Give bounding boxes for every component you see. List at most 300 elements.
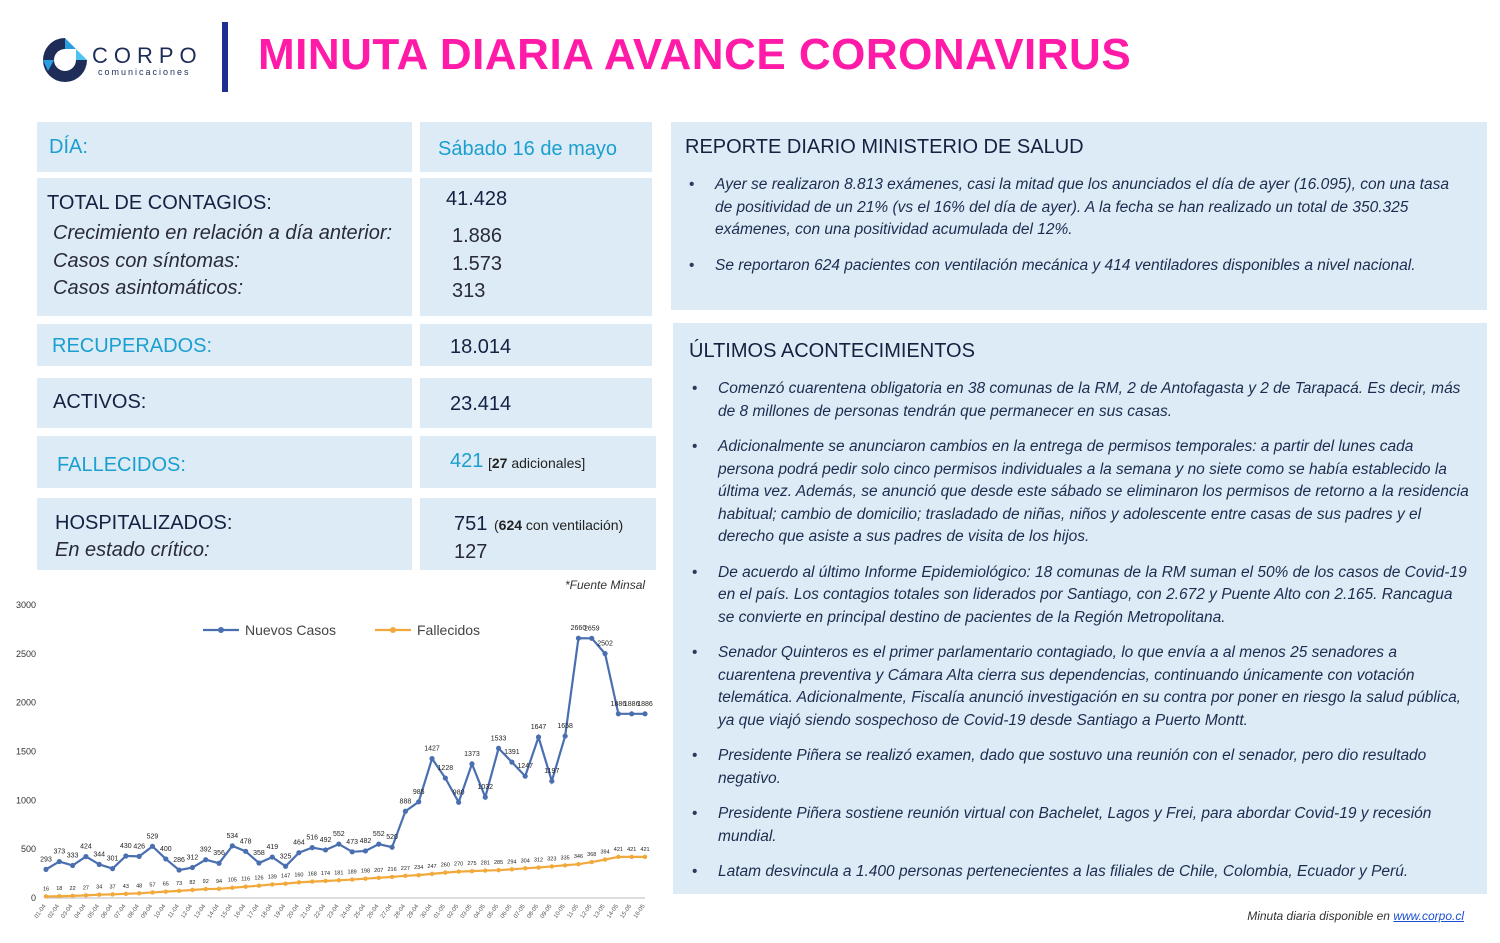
x-tick-label: 15-04 bbox=[220, 903, 234, 920]
legend-label: Nuevos Casos bbox=[245, 622, 337, 638]
footer-text: Minuta diaria disponible en bbox=[1247, 909, 1390, 923]
x-tick-label: 07-04 bbox=[113, 903, 128, 920]
footer-note bbox=[1247, 909, 1464, 923]
data-label-nuevos-casos: 478 bbox=[239, 838, 252, 846]
x-tick-label: 09-05 bbox=[539, 903, 554, 920]
x-tick-label: 17-04 bbox=[246, 903, 261, 920]
data-label-nuevos-casos: 2659 bbox=[583, 625, 600, 633]
y-tick-label: 1000 bbox=[15, 795, 36, 806]
x-tick-label: 02-04 bbox=[47, 903, 61, 920]
data-label-fallecidos: 323 bbox=[547, 856, 557, 863]
ultimos-bullet: • Presidente Piñera se realizó examen, dado que sostuvo una reunión con el senador, pero dio resultado negativo. bbox=[680, 745, 1470, 790]
data-label-nuevos-casos: 1886 bbox=[610, 700, 627, 708]
point-fallecidos bbox=[283, 881, 287, 885]
ultimos-list bbox=[680, 378, 1470, 897]
point-fallecidos bbox=[177, 889, 181, 893]
data-label-fallecidos: 105 bbox=[227, 877, 237, 884]
data-label-nuevos-casos: 426 bbox=[133, 843, 146, 851]
data-label-nuevos-casos: 482 bbox=[359, 837, 372, 845]
point-fallecidos bbox=[590, 860, 594, 864]
x-tick-label: 01-04 bbox=[33, 903, 48, 920]
data-label-nuevos-casos: 286 bbox=[173, 857, 185, 865]
data-label-nuevos-casos: 325 bbox=[279, 853, 292, 861]
point-nuevos-casos bbox=[216, 861, 221, 866]
fallecidos-value: 421 bbox=[450, 450, 484, 472]
ultimos-bullet: • Latam desvincula a 1.400 personas pertenecientes a las filiales de Chile, Colombia, Ecuador y Perú. bbox=[680, 861, 1470, 884]
data-label-fallecidos: 139 bbox=[267, 874, 277, 881]
x-tick-label: 21-04 bbox=[300, 903, 314, 920]
point-fallecidos bbox=[496, 868, 500, 872]
point-nuevos-casos bbox=[283, 864, 288, 869]
data-label-nuevos-casos: 985 bbox=[412, 788, 425, 796]
data-label-nuevos-casos: 419 bbox=[266, 844, 279, 852]
point-nuevos-casos bbox=[389, 845, 394, 850]
critico-value: 127 bbox=[454, 541, 488, 563]
ultimos-bullet: • Comenzó cuarentena obligatoria en 38 comunas de la RM, 2 de Antofagasta y 2 de Tarapacá. Es decir, más de 8 millones de personas tendrán que permanecer en sus casas. bbox=[680, 378, 1470, 423]
contagios-label-box bbox=[37, 178, 412, 316]
point-fallecidos bbox=[403, 874, 407, 878]
x-tick-label: 05-04 bbox=[87, 903, 101, 920]
x-tick-label: 10-05 bbox=[553, 903, 567, 920]
point-fallecidos bbox=[377, 876, 381, 880]
activos-label-box bbox=[37, 378, 412, 428]
point-nuevos-casos bbox=[589, 636, 594, 641]
point-nuevos-casos bbox=[57, 859, 62, 864]
source-note: *Fuente Minsal bbox=[565, 578, 646, 592]
data-label-nuevos-casos: 392 bbox=[199, 846, 212, 854]
point-nuevos-casos bbox=[376, 841, 381, 846]
data-label-fallecidos: 421 bbox=[640, 846, 650, 853]
data-label-nuevos-casos: 1427 bbox=[424, 745, 440, 753]
hosp-value: 751 bbox=[454, 513, 488, 535]
data-label-nuevos-casos: 430 bbox=[120, 843, 132, 851]
data-label-fallecidos: 147 bbox=[281, 873, 291, 880]
point-nuevos-casos bbox=[523, 774, 528, 779]
point-fallecidos bbox=[190, 888, 194, 892]
data-label-nuevos-casos: 492 bbox=[319, 836, 332, 844]
data-label-fallecidos: 16 bbox=[42, 886, 50, 893]
data-label-fallecidos: 189 bbox=[347, 869, 357, 876]
point-nuevos-casos bbox=[270, 854, 275, 859]
point-fallecidos bbox=[483, 868, 487, 872]
data-label-fallecidos: 48 bbox=[136, 883, 143, 890]
recuperados-label-box bbox=[37, 324, 412, 366]
point-fallecidos bbox=[550, 864, 554, 868]
data-label-fallecidos: 227 bbox=[400, 865, 410, 872]
point-fallecidos bbox=[456, 869, 460, 873]
point-nuevos-casos bbox=[496, 746, 501, 751]
reporte-bullet: • Se reportaron 624 pacientes con ventilación mecánica y 414 ventiladores disponibles a nivel nacional. bbox=[677, 255, 1467, 278]
point-nuevos-casos bbox=[230, 843, 235, 848]
point-nuevos-casos bbox=[70, 863, 75, 868]
point-fallecidos bbox=[629, 855, 633, 859]
data-label-fallecidos: 126 bbox=[254, 875, 264, 882]
point-nuevos-casos bbox=[642, 711, 647, 716]
point-fallecidos bbox=[337, 878, 341, 882]
logo-subtext: comunicaciones bbox=[98, 67, 191, 77]
reporte-bullet: • Ayer se realizaron 8.813 exámenes, casi la mitad que los anunciados el día de ayer (16.095), con una tasa de positividad de un 21% (vs el 16% del día de ayer). A la fecha se han realizado un total de 350.325 exámenes, con una positividad acumulada del 12%. bbox=[677, 174, 1467, 242]
data-label-fallecidos: 82 bbox=[189, 879, 196, 886]
data-label-fallecidos: 260 bbox=[440, 862, 450, 869]
point-nuevos-casos bbox=[363, 848, 368, 853]
x-tick-label: 08-05 bbox=[526, 903, 541, 920]
x-tick-label: 29-04 bbox=[406, 903, 421, 920]
hosp-value-box bbox=[420, 498, 656, 570]
point-fallecidos bbox=[110, 892, 114, 896]
point-nuevos-casos bbox=[163, 856, 168, 861]
point-fallecidos bbox=[70, 894, 74, 898]
data-label-nuevos-casos: 552 bbox=[372, 831, 385, 839]
point-nuevos-casos bbox=[443, 775, 448, 780]
data-label-fallecidos: 116 bbox=[241, 876, 251, 883]
point-fallecidos bbox=[443, 870, 447, 874]
crecimiento-label: Crecimiento en relación a día anterior: bbox=[53, 222, 393, 244]
legend-marker bbox=[218, 627, 224, 633]
activos-value: 23.414 bbox=[450, 393, 512, 415]
data-label-fallecidos: 43 bbox=[122, 883, 129, 890]
contagios-value-box bbox=[420, 178, 652, 316]
data-label-fallecidos: 160 bbox=[294, 872, 304, 879]
data-label-fallecidos: 198 bbox=[360, 868, 371, 875]
point-nuevos-casos bbox=[243, 849, 248, 854]
data-label-nuevos-casos: 2502 bbox=[597, 640, 613, 648]
ultimos-title: ÚLTIMOS ACONTECIMIENTOS bbox=[689, 340, 975, 362]
point-fallecidos bbox=[310, 879, 314, 883]
x-tick-label: 16-05 bbox=[632, 903, 647, 920]
data-label-fallecidos: 335 bbox=[560, 855, 570, 862]
point-fallecidos bbox=[84, 893, 88, 897]
point-fallecidos bbox=[57, 894, 61, 898]
point-fallecidos bbox=[97, 892, 101, 896]
data-label-fallecidos: 22 bbox=[69, 885, 76, 892]
data-label-nuevos-casos: 373 bbox=[53, 848, 66, 856]
point-fallecidos bbox=[230, 886, 234, 890]
point-nuevos-casos bbox=[509, 760, 514, 765]
point-fallecidos bbox=[350, 877, 354, 881]
dia-value-box bbox=[420, 122, 652, 172]
data-label-fallecidos: 94 bbox=[215, 878, 223, 885]
data-label-fallecidos: 346 bbox=[573, 854, 584, 861]
point-nuevos-casos bbox=[602, 651, 607, 656]
data-label-fallecidos: 18 bbox=[56, 886, 63, 893]
data-label-nuevos-casos: 2660 bbox=[570, 625, 587, 633]
point-fallecidos bbox=[323, 879, 327, 883]
data-label-nuevos-casos: 1647 bbox=[530, 724, 547, 732]
x-tick-label: 12-05 bbox=[579, 903, 594, 920]
hosp-label-box bbox=[37, 498, 412, 570]
data-label-nuevos-casos: 1247 bbox=[517, 763, 533, 771]
point-fallecidos bbox=[243, 884, 247, 888]
fallecidos-extra: [27 adicionales] bbox=[488, 455, 586, 471]
x-tick-label: 14-04 bbox=[206, 903, 221, 920]
data-label-fallecidos: 285 bbox=[493, 860, 504, 867]
data-label-nuevos-casos: 293 bbox=[40, 856, 52, 864]
data-label-fallecidos: 27 bbox=[82, 885, 89, 892]
hosp-label: HOSPITALIZADOS: bbox=[55, 512, 233, 534]
point-nuevos-casos bbox=[350, 849, 355, 854]
data-label-nuevos-casos: 529 bbox=[146, 833, 159, 841]
recuperados-value-box bbox=[420, 324, 652, 366]
point-nuevos-casos bbox=[576, 636, 581, 641]
asintomaticos-value: 313 bbox=[452, 280, 486, 302]
data-label-fallecidos: 294 bbox=[507, 859, 517, 866]
x-tick-label: 15-05 bbox=[619, 903, 634, 920]
corpo-logo bbox=[40, 35, 210, 85]
data-label-nuevos-casos: 520 bbox=[386, 834, 398, 842]
point-nuevos-casos bbox=[629, 711, 634, 716]
data-label-nuevos-casos: 1197 bbox=[544, 768, 560, 776]
point-nuevos-casos bbox=[83, 854, 88, 859]
header-divider bbox=[222, 22, 228, 92]
hosp-extra: (624 con ventilación) bbox=[494, 517, 624, 533]
point-nuevos-casos bbox=[456, 800, 461, 805]
ultimos-bullet: • Senador Quinteros es el primer parlamentario contagiado, lo que envía a al menos 25 senadores a cuarentena preventiva y Cámara Alta cierra sus dependencias, continuando únicamente con votación telemática. Adicionalmente, Fiscalía anunció investigación en su contra por poner en riesgo la salud pública, ya que viajó siendo sospechoso de Covid-19 desde Santiago a Puerto Montt. bbox=[680, 642, 1470, 732]
point-fallecidos bbox=[124, 892, 128, 896]
x-tick-label: 28-04 bbox=[393, 903, 408, 920]
data-label-nuevos-casos: 464 bbox=[293, 839, 305, 847]
page-title: MINUTA DIARIA AVANCE CORONAVIRUS bbox=[258, 30, 1132, 79]
x-tick-label: 18-04 bbox=[260, 903, 274, 920]
point-nuevos-casos bbox=[416, 799, 421, 804]
logo-text: CORPO bbox=[92, 43, 203, 68]
recuperados-value: 18.014 bbox=[450, 336, 512, 358]
x-tick-label: 10-04 bbox=[153, 903, 168, 920]
point-nuevos-casos bbox=[429, 756, 434, 761]
activos-label: ACTIVOS: bbox=[53, 391, 147, 413]
point-nuevos-casos bbox=[256, 860, 261, 865]
point-fallecidos bbox=[257, 883, 261, 887]
point-nuevos-casos bbox=[43, 867, 48, 872]
x-tick-label: 03-04 bbox=[60, 903, 75, 920]
data-label-nuevos-casos: 424 bbox=[80, 843, 92, 851]
x-tick-label: 03-05 bbox=[459, 903, 474, 920]
point-nuevos-casos bbox=[137, 854, 142, 859]
dia-value: Sábado 16 de mayo bbox=[438, 138, 618, 160]
data-label-nuevos-casos: 1533 bbox=[490, 735, 507, 743]
cases-chart bbox=[0, 595, 660, 938]
x-tick-label: 26-04 bbox=[366, 903, 381, 920]
data-label-nuevos-casos: 344 bbox=[93, 851, 106, 859]
ultimos-bullet: • Presidente Piñera sostiene reunión virtual con Bachelet, Lagos y Frei, para abordar Covid-19 y recesión mundial. bbox=[680, 803, 1470, 848]
data-label-nuevos-casos: 888 bbox=[399, 798, 412, 806]
data-label-fallecidos: 421 bbox=[627, 846, 637, 853]
series-line-nuevos-casos bbox=[46, 638, 645, 870]
data-label-fallecidos: 368 bbox=[587, 852, 597, 859]
x-tick-label: 04-05 bbox=[473, 903, 487, 920]
dia-label: DÍA: bbox=[49, 136, 88, 158]
crecimiento-value: 1.886 bbox=[452, 225, 503, 247]
data-label-nuevos-casos: 358 bbox=[253, 850, 265, 858]
point-nuevos-casos bbox=[616, 711, 621, 716]
reporte-list bbox=[677, 174, 1467, 290]
x-tick-label: 06-04 bbox=[100, 903, 115, 920]
reporte-panel bbox=[671, 122, 1487, 310]
x-tick-label: 19-04 bbox=[273, 903, 288, 920]
point-nuevos-casos bbox=[150, 844, 155, 849]
data-label-fallecidos: 174 bbox=[320, 871, 331, 878]
data-label-nuevos-casos: 301 bbox=[106, 855, 119, 863]
fallecidos-value-box bbox=[420, 436, 656, 488]
point-nuevos-casos bbox=[483, 795, 488, 800]
point-nuevos-casos bbox=[536, 735, 541, 740]
data-label-nuevos-casos: 312 bbox=[186, 854, 199, 862]
data-label-fallecidos: 281 bbox=[480, 860, 490, 867]
data-label-fallecidos: 421 bbox=[613, 846, 623, 853]
x-tick-label: 11-04 bbox=[167, 903, 181, 920]
x-tick-label: 24-04 bbox=[340, 903, 354, 920]
y-tick-label: 2000 bbox=[15, 697, 36, 708]
data-label-fallecidos: 216 bbox=[387, 866, 397, 873]
point-fallecidos bbox=[510, 867, 514, 871]
point-nuevos-casos bbox=[323, 847, 328, 852]
data-label-fallecidos: 312 bbox=[533, 857, 544, 864]
x-tick-label: 22-04 bbox=[313, 903, 328, 920]
data-label-nuevos-casos: 1886 bbox=[637, 700, 653, 708]
point-fallecidos bbox=[417, 873, 421, 877]
point-nuevos-casos bbox=[469, 761, 474, 766]
point-nuevos-casos bbox=[336, 841, 341, 846]
data-label-fallecidos: 92 bbox=[202, 879, 209, 886]
point-fallecidos bbox=[616, 855, 620, 859]
data-label-nuevos-casos: 356 bbox=[213, 850, 225, 858]
data-label-fallecidos: 207 bbox=[374, 867, 384, 874]
x-tick-label: 05-05 bbox=[486, 903, 501, 920]
y-tick-label: 2500 bbox=[15, 648, 36, 659]
data-label-fallecidos: 304 bbox=[520, 858, 530, 865]
x-tick-label: 02-05 bbox=[446, 903, 461, 920]
data-label-nuevos-casos: 1373 bbox=[464, 750, 480, 758]
data-label-nuevos-casos: 1228 bbox=[437, 765, 454, 773]
x-tick-label: 23-04 bbox=[326, 903, 341, 920]
data-label-fallecidos: 168 bbox=[307, 871, 317, 878]
point-nuevos-casos bbox=[296, 850, 301, 855]
point-fallecidos bbox=[204, 887, 208, 891]
ultimos-panel bbox=[673, 323, 1487, 894]
point-fallecidos bbox=[164, 889, 168, 893]
data-label-fallecidos: 394 bbox=[600, 849, 610, 856]
point-nuevos-casos bbox=[123, 853, 128, 858]
x-tick-label: 30-04 bbox=[419, 903, 434, 920]
point-nuevos-casos bbox=[177, 867, 182, 872]
data-label-nuevos-casos: 516 bbox=[306, 834, 319, 842]
dia-label-box bbox=[37, 122, 412, 172]
x-tick-label: 20-04 bbox=[286, 903, 301, 920]
data-label-fallecidos: 275 bbox=[467, 861, 477, 868]
data-label-fallecidos: 181 bbox=[334, 870, 344, 877]
recuperados-label: RECUPERADOS: bbox=[52, 335, 213, 357]
critico-label: En estado crítico: bbox=[55, 539, 210, 561]
data-label-nuevos-casos: 333 bbox=[66, 852, 79, 860]
data-label-fallecidos: 34 bbox=[96, 884, 103, 891]
data-label-nuevos-casos: 552 bbox=[333, 831, 345, 839]
x-tick-label: 16-04 bbox=[233, 903, 248, 920]
point-fallecidos bbox=[536, 865, 540, 869]
data-label-nuevos-casos: 1032 bbox=[477, 784, 494, 792]
x-tick-label: 12-04 bbox=[180, 903, 195, 920]
point-nuevos-casos bbox=[403, 809, 408, 814]
point-fallecidos bbox=[363, 876, 367, 880]
sintomas-value: 1.573 bbox=[452, 253, 503, 275]
asintomaticos-label: Casos asintomáticos: bbox=[53, 277, 244, 299]
point-fallecidos bbox=[217, 887, 221, 891]
data-label-fallecidos: 37 bbox=[109, 884, 116, 891]
point-nuevos-casos bbox=[310, 845, 315, 850]
y-tick-label: 3000 bbox=[15, 600, 36, 610]
x-tick-label: 06-05 bbox=[499, 903, 514, 920]
x-tick-label: 01-05 bbox=[433, 903, 447, 920]
x-tick-label: 25-04 bbox=[353, 903, 368, 920]
point-fallecidos bbox=[430, 872, 434, 876]
point-fallecidos bbox=[270, 882, 274, 886]
data-label-fallecidos: 247 bbox=[427, 863, 437, 870]
point-fallecidos bbox=[44, 894, 48, 898]
data-label-fallecidos: 270 bbox=[454, 861, 464, 868]
data-label-fallecidos: 234 bbox=[414, 865, 424, 872]
point-fallecidos bbox=[470, 869, 474, 873]
contagios-value: 41.428 bbox=[446, 188, 508, 210]
x-tick-label: 13-04 bbox=[193, 903, 208, 920]
data-label-fallecidos: 65 bbox=[162, 881, 169, 888]
point-fallecidos bbox=[643, 855, 647, 859]
sintomas-label: Casos con síntomas: bbox=[53, 250, 240, 272]
x-tick-label: 04-04 bbox=[73, 903, 88, 920]
data-label-nuevos-casos: 473 bbox=[346, 838, 358, 846]
legend-marker bbox=[390, 627, 396, 633]
footer-link[interactable]: www.corpo.cl bbox=[1393, 909, 1464, 923]
data-label-nuevos-casos: 534 bbox=[226, 832, 239, 840]
contagios-label: TOTAL DE CONTAGIOS: bbox=[47, 192, 272, 214]
point-fallecidos bbox=[297, 880, 301, 884]
y-tick-label: 0 bbox=[30, 893, 36, 903]
x-tick-label: 09-04 bbox=[140, 903, 155, 920]
point-nuevos-casos bbox=[97, 862, 102, 867]
point-nuevos-casos bbox=[563, 733, 568, 738]
corpo-logo-icon bbox=[40, 35, 90, 85]
point-nuevos-casos bbox=[110, 866, 115, 871]
ultimos-bullet: • Adicionalmente se anunciaron cambios en la entrega de permisos temporales: a partir del lunes cada persona podrá pedir solo cinco permisos individuales a la semana y no siete como se había establecido la última vez. Además, se anunció que desde este sábado se eliminaron los permisos de retorno a la residencia habitual; cambio de domicilio; trasladado de niñas, niños y adolescente entre casas de sus padres y el derecho que asiste a sus padres de visita de los hijos. bbox=[680, 436, 1470, 549]
reporte-title: REPORTE DIARIO MINISTERIO DE SALUD bbox=[685, 136, 1084, 158]
x-tick-label: 27-04 bbox=[380, 903, 394, 920]
point-nuevos-casos bbox=[549, 778, 554, 783]
point-fallecidos bbox=[603, 857, 607, 861]
data-label-nuevos-casos: 1658 bbox=[557, 723, 573, 731]
data-label-nuevos-casos: 980 bbox=[452, 789, 465, 797]
y-tick-label: 500 bbox=[20, 844, 36, 855]
data-label-fallecidos: 73 bbox=[176, 880, 183, 887]
point-nuevos-casos bbox=[203, 857, 208, 862]
point-fallecidos bbox=[390, 875, 394, 879]
point-nuevos-casos bbox=[190, 865, 195, 870]
x-tick-label: 11-05 bbox=[566, 903, 581, 920]
point-fallecidos bbox=[137, 891, 141, 895]
x-tick-label: 13-05 bbox=[592, 903, 607, 920]
data-label-fallecidos: 57 bbox=[149, 882, 156, 889]
point-fallecidos bbox=[563, 863, 567, 867]
ultimos-bullet: • De acuerdo al último Informe Epidemiológico: 18 comunas de la RM suman el 50% de los casos de Covid-19 en el país. Los contagios totales son liderados por Santiago, con 2.672 y Puente Alto con 2.165. Rancagua se convierte en principal destino de pacientes de la Región Metropolitana. bbox=[680, 562, 1470, 630]
fallecidos-label-box bbox=[37, 436, 412, 488]
x-tick-label: 07-05 bbox=[513, 903, 527, 920]
y-tick-label: 1500 bbox=[15, 746, 36, 757]
data-label-nuevos-casos: 1886 bbox=[623, 700, 640, 708]
legend-label: Fallecidos bbox=[417, 622, 481, 638]
x-tick-label: 14-05 bbox=[606, 903, 621, 920]
fallecidos-label: FALLECIDOS: bbox=[57, 454, 186, 476]
data-label-nuevos-casos: 1391 bbox=[504, 749, 520, 757]
x-tick-label: 08-04 bbox=[127, 903, 141, 920]
point-fallecidos bbox=[150, 890, 154, 894]
data-label-nuevos-casos: 400 bbox=[159, 845, 172, 853]
cases-chart-svg bbox=[0, 595, 660, 938]
